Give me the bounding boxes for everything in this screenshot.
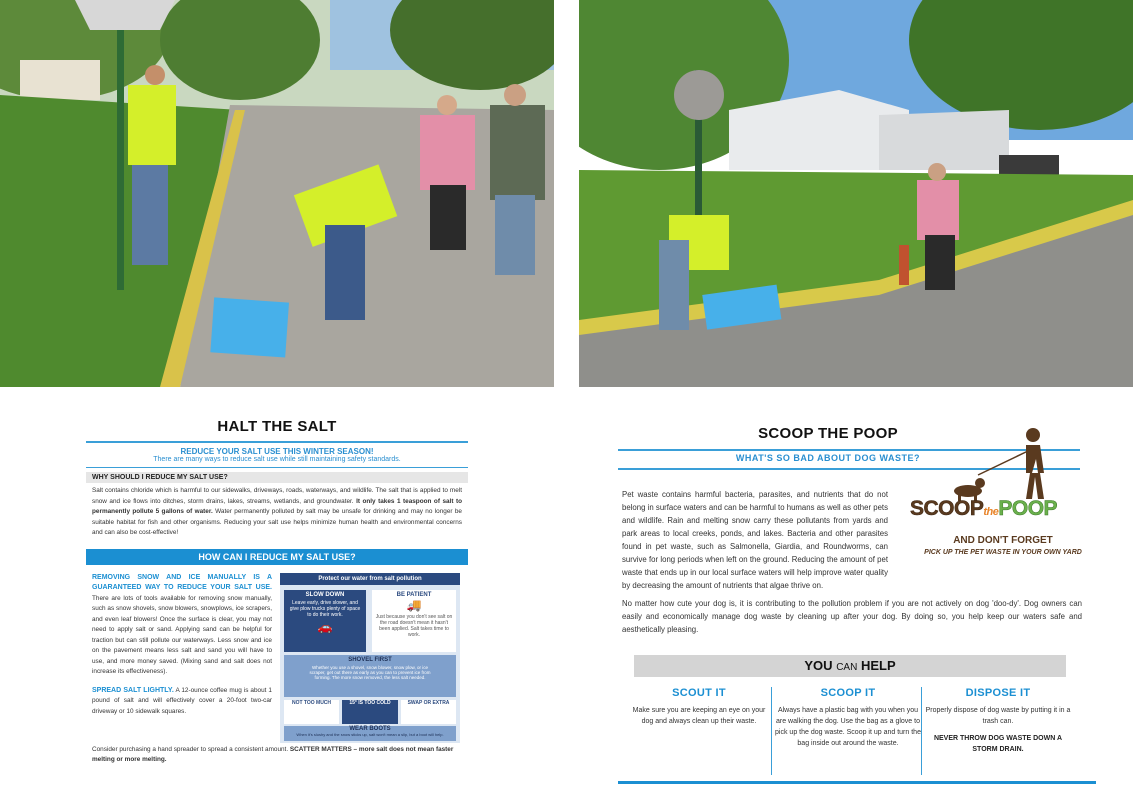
divider-2 bbox=[921, 687, 922, 775]
dispose-it-title: DISPOSE IT bbox=[965, 687, 1031, 699]
divider-1 bbox=[771, 687, 772, 775]
shovel-first-label: SHOVEL FIRST bbox=[348, 656, 392, 663]
how-heading: HOW CAN I REDUCE MY SALT USE? bbox=[86, 549, 468, 565]
logo-poop: POOP bbox=[998, 497, 1058, 520]
shovel-first-text: Whether you use a shovel, snow blower, snow plow, or ice scraper, get out there as early as you can to prevent ice from forming. The more snow removed, the less salt needed. bbox=[309, 664, 431, 680]
para1-top bbox=[622, 488, 888, 592]
poster-not-too-much: NOT TOO MUCH bbox=[284, 700, 339, 724]
truck-icon: 🚚 bbox=[406, 597, 422, 612]
spread-tail: Consider purchasing a hand spreader to spread a consistent amount. bbox=[92, 745, 289, 753]
halt-salt-title: HALT THE SALT bbox=[217, 418, 337, 435]
removing-heading: REMOVING SNOW AND ICE MANUALLY IS A GUARANTEED WAY TO REDUCE YOUR SALT USE. bbox=[92, 573, 272, 591]
logo-the: the bbox=[983, 506, 999, 518]
spread-bold: SCATTER MATTERS – more salt does not mean faster melting or more melting. bbox=[92, 745, 454, 763]
dog-waste-para2: No matter how cute your dog is, it is contributing to the pollution problem if you are not actively on dog 'doo-dy'. Dog owners can easily and economically manage dog waste by cleaning up after your dog. By doing so, you help keep our waters safe and aesthetically pleasing. bbox=[622, 599, 1082, 634]
dog-waste-question: WHAT'S SO BAD ABOUT DOG WASTE? bbox=[735, 453, 921, 463]
poster-shovel-first bbox=[284, 655, 456, 697]
poster-swap: SWAP OR EXTRA bbox=[401, 700, 456, 724]
logo-tagline: PICK UP THE PET WASTE IN YOUR OWN YARD bbox=[924, 549, 1082, 556]
slow-down-label: SLOW DOWN bbox=[305, 591, 345, 598]
removing-body: There are lots of tools available for removing snow manually, such as snow shovels, snow blowers, snowplows, ice scrapers, and even leaf blowers! Once the surface is clear, you may not need to apply salt or sand. Applying sand can be helpful for traction but can still pollute our waterways. Less snow and ice on the pavement means less salt and sand you will have to use, and more money saved. (Mixing sand and salt does not increase its effectiveness). bbox=[92, 594, 272, 675]
be-patient-text: Just because you don't see salt on the road doesn't mean it hasn't been applied. Salt takes time to work. bbox=[375, 613, 453, 638]
spread-tail-block bbox=[86, 745, 462, 766]
help-you: YOU bbox=[804, 658, 833, 673]
why-bold: It only takes 1 teaspoon of salt to permanently pollute 5 gallons of water. bbox=[92, 497, 462, 515]
help-help: HELP bbox=[860, 658, 896, 673]
dog-waste-para1: Pet waste contains harmful bacteria, parasites, and nutrients that do not belong in surface waters and can be harmful to humans as well as other pets and wildlife. Rain and melting snow carry these pollutants from yards and park areas to local creeks, ponds, and lakes. Bacteria and other parasites found in pet waste, such as Salmonella, Giardia, and Roundworms, can survive for long periods when left on the ground. Reducing the amount of pet waste that ends up in our local surface waters will help improve water quality by decreasing the amount of nutrients that algae thrive on. bbox=[622, 490, 888, 590]
dispose-it-warning: NEVER THROW DOG WASTE DOWN A STORM DRAIN. bbox=[933, 735, 1063, 753]
why-body-block bbox=[86, 486, 468, 539]
scoop-it-column bbox=[775, 687, 921, 749]
poster-too-cold: 15° IS TOO COLD bbox=[342, 700, 398, 724]
logo-and-dont-forget: AND DON'T FORGET bbox=[953, 535, 1053, 546]
why-body: Salt contains chloride which is harmful to our sidewalks, driveways, roads, waterways, and wildlife. The salt that is applied to melt snow and ice flows into ditches, storm drains, lakes, streams, wetlands, and groundwater. bbox=[92, 487, 462, 505]
logo-wordmark bbox=[910, 497, 1057, 521]
salt-poster bbox=[280, 573, 460, 743]
poster-title: Protect our water from salt pollution bbox=[280, 573, 460, 585]
poster-slow-down bbox=[284, 590, 366, 652]
dog-walker-icon bbox=[908, 425, 1098, 505]
halt-the-salt-flyer bbox=[86, 418, 468, 800]
photo-storm-drain-marker bbox=[579, 0, 1133, 387]
halt-salt-subtitle2: There are many ways to reduce salt use while still maintaining safety standards. bbox=[153, 456, 401, 463]
spread-heading: SPREAD SALT LIGHTLY. bbox=[92, 686, 174, 694]
scoop-poop-title: SCOOP THE POOP bbox=[758, 425, 898, 442]
wear-boots-label: WEAR BOOTS bbox=[349, 725, 391, 732]
car-icon: 🚗 bbox=[317, 619, 333, 634]
be-patient-label: BE PATIENT bbox=[396, 591, 432, 598]
help-can: CAN bbox=[836, 662, 858, 673]
scoop-it-title: SCOOP IT bbox=[820, 687, 876, 699]
you-can-help-bar bbox=[634, 655, 1066, 677]
subtitle-rule bbox=[86, 467, 468, 468]
spread-section bbox=[92, 686, 272, 718]
logo-scoop: SCOOP bbox=[910, 497, 984, 520]
bottom-rule bbox=[618, 781, 1096, 784]
title-rule bbox=[86, 441, 468, 443]
dispose-it-column bbox=[925, 687, 1071, 755]
how-columns bbox=[86, 573, 468, 743]
scoop-it-body: Always have a plastic bag with you when you are walking the dog. Use the bag as a glove to pick up the dog waste. Scoop it up and turn the bag inside out around the waste. bbox=[775, 707, 921, 747]
scout-it-title: SCOUT IT bbox=[672, 687, 726, 699]
scout-it-body: Make sure you are keeping an eye on your dog and always clean up their waste. bbox=[632, 707, 766, 725]
poster-be-patient bbox=[372, 590, 456, 652]
dispose-it-body: Properly dispose of dog waste by putting it in a trash can. bbox=[925, 707, 1071, 725]
scoop-the-poop-flyer bbox=[618, 425, 1096, 795]
scoop-poop-logo bbox=[908, 425, 1098, 565]
why-heading: WHY SHOULD I REDUCE MY SALT USE? bbox=[86, 472, 468, 483]
why-body2: Water permanently polluted by salt may be unsafe for drinking and may no longer be suitable habitat for fish and other organisms. Reducing your salt use helps minimize human health and environmental concerns and can also be cost-effective! bbox=[92, 508, 462, 536]
removing-section bbox=[92, 573, 272, 743]
slow-down-text: Leave early, drive slower, and give plow trucks plenty of space to do their work. bbox=[289, 599, 361, 618]
spread-body: A 12-ounce coffee mug is about 1 pound of salt and will effectively cover a 20-foot two-car driveway or 10 sidewalk squares. bbox=[92, 686, 272, 715]
wear-boots-text: When it's slushy and the snow sticks up, salt won't mean a slip, but a boot will help. bbox=[296, 731, 444, 737]
halt-salt-subtitle: REDUCE YOUR SALT USE THIS WINTER SEASON! bbox=[180, 447, 374, 456]
scout-it-column bbox=[626, 687, 772, 727]
poster-wear-boots bbox=[284, 726, 456, 741]
photo-storm-drain-stenciling bbox=[0, 0, 554, 387]
